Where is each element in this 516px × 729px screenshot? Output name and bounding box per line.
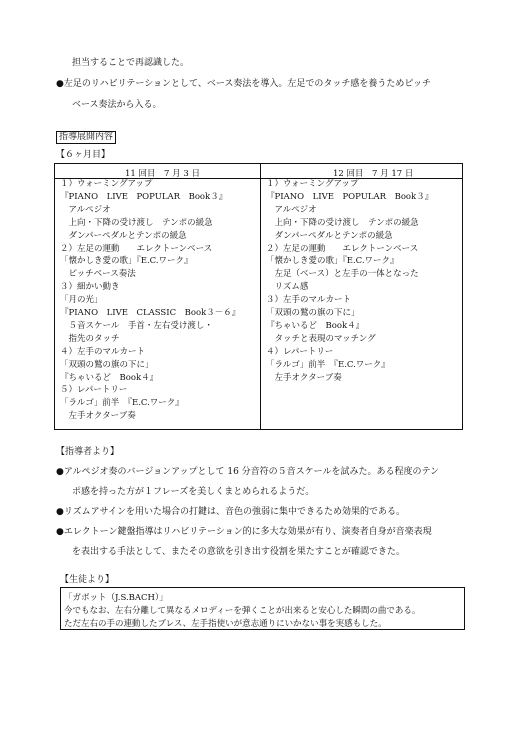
instructor-bullet-1: ●アルペジオ奏のバージョンアップとして 16 分音符の５音スケールを試みた。ある程度のテン [56, 467, 440, 477]
table-line: 「懐かしき愛の歌」『E.C.ワーク』 [60, 256, 193, 267]
table-line: 「懐かしき愛の歌」『E.C.ワーク』 [266, 256, 399, 267]
student-comment-box [60, 587, 465, 630]
table-line: アルペジオ [60, 204, 111, 215]
table-line: 『ちゃいるど Book４』 [60, 372, 159, 383]
table-line: 『PIANO LIVE POPULAR Book３』 [266, 191, 434, 202]
table-line: 「双頭の鷲の旗の下に」 [266, 308, 360, 318]
table-line: ５音スケール 手首・左右受け渡し・ [60, 320, 213, 331]
table-line: タッチと表現のマッチング [266, 333, 376, 344]
intro-bullet-continuation: ベース奏法から入る。 [72, 100, 162, 110]
instructor-bullet-3-continuation: を表出する手法として、またその意欲を引き出す役割を果たすことが確認できた。 [72, 547, 405, 557]
right-column-header: 12 回目 7 月 17 日 [333, 169, 414, 179]
section-period: 【６ヶ月目】 [56, 150, 111, 160]
table-line: １）ウォーミングアップ [266, 179, 359, 189]
table-line: ４）左手のマルカート [60, 346, 146, 357]
instructor-heading: 【指導者より】 [56, 447, 120, 457]
table-line: リズム感 [266, 282, 309, 293]
intro-bullet: ●左足のリハビリテーションとして、ベース奏法を導入。左足でのタッチ感を養うためピッチ [56, 79, 432, 89]
section-title: 指導展開内容 [56, 131, 116, 144]
table-line: 上向・下降の受け渡し テンポの緩急 [266, 217, 419, 228]
table-line: 「月の光」 [60, 295, 103, 306]
table-line: 左手オクターブ奏 [60, 411, 136, 422]
left-column-header: 11 回目 7 月 3 日 [125, 169, 200, 179]
table-line: ２）左足の運動 エレクトーンベース [60, 243, 213, 254]
intro-continuation: 担当することで再認識した。 [72, 58, 190, 68]
table-line: ２）左足の運動 エレクトーンベース [266, 243, 419, 254]
student-line-1: 「ガボット（J.S.BACH）」 [64, 593, 168, 603]
table-column-divider [260, 164, 261, 429]
table-line: １）ウォーミングアップ [60, 179, 153, 189]
table-line: 「ラルゴ」前半 『E.C.ワーク』 [60, 398, 184, 409]
table-line: 指先のタッチ [60, 333, 120, 344]
table-line: 左手オクターブ奏 [266, 372, 342, 383]
table-line: 左足（ベース）と左手の一体となった [266, 269, 419, 280]
student-heading: 【生徒より】 [60, 575, 115, 585]
table-line: ３）細かい動き [60, 282, 120, 293]
table-line: ダンパーペダルとテンポの緩急 [266, 230, 393, 241]
table-line: 「双頭の鷲の旗の下に」 [60, 359, 154, 370]
table-line: 『PIANO LIVE CLASSIC Book３－６』 [60, 308, 241, 318]
table-line: 上向・下降の受け渡し テンポの緩急 [60, 217, 213, 228]
table-line: ４）レパートリー [266, 346, 334, 357]
instructor-bullet-2: ●リズムアサインを用いた場合の打鍵は、音色の強弱に集中できるため効果的である。 [56, 507, 406, 517]
table-line: ピッチベース奏法 [60, 269, 136, 280]
lesson-table [54, 163, 463, 430]
table-line: 「ラルゴ」前半 『E.C.ワーク』 [266, 359, 390, 370]
table-line: 『ちゃいるど Book４』 [266, 320, 365, 331]
table-line: ３）左手のマルカート [266, 295, 352, 306]
student-line-3: ただ左右の手の連動したブレス、左手指使いが意志通りにいかない事を実感もした。 [64, 619, 387, 629]
table-line: ５）レパートリー [60, 385, 128, 396]
instructor-bullet-3: ●エレクトーン鍵盤指導はリハビリテーション的に多大な効果が有り、演奏者自身が音楽表現 [56, 527, 432, 537]
student-line-2: 今でもなお、左右分離して異なるメロディーを弾くことが出来ると安心した瞬間の曲である。 [64, 606, 421, 616]
table-line: ダンパーペダルとテンポの緩急 [60, 230, 187, 241]
table-line: 『PIANO LIVE POPULAR Book３』 [60, 191, 228, 202]
instructor-bullet-1-continuation: ポ感を持った方が１フレーズを美しくまとめられるようだ。 [72, 487, 315, 497]
table-line: アルペジオ [266, 204, 317, 215]
